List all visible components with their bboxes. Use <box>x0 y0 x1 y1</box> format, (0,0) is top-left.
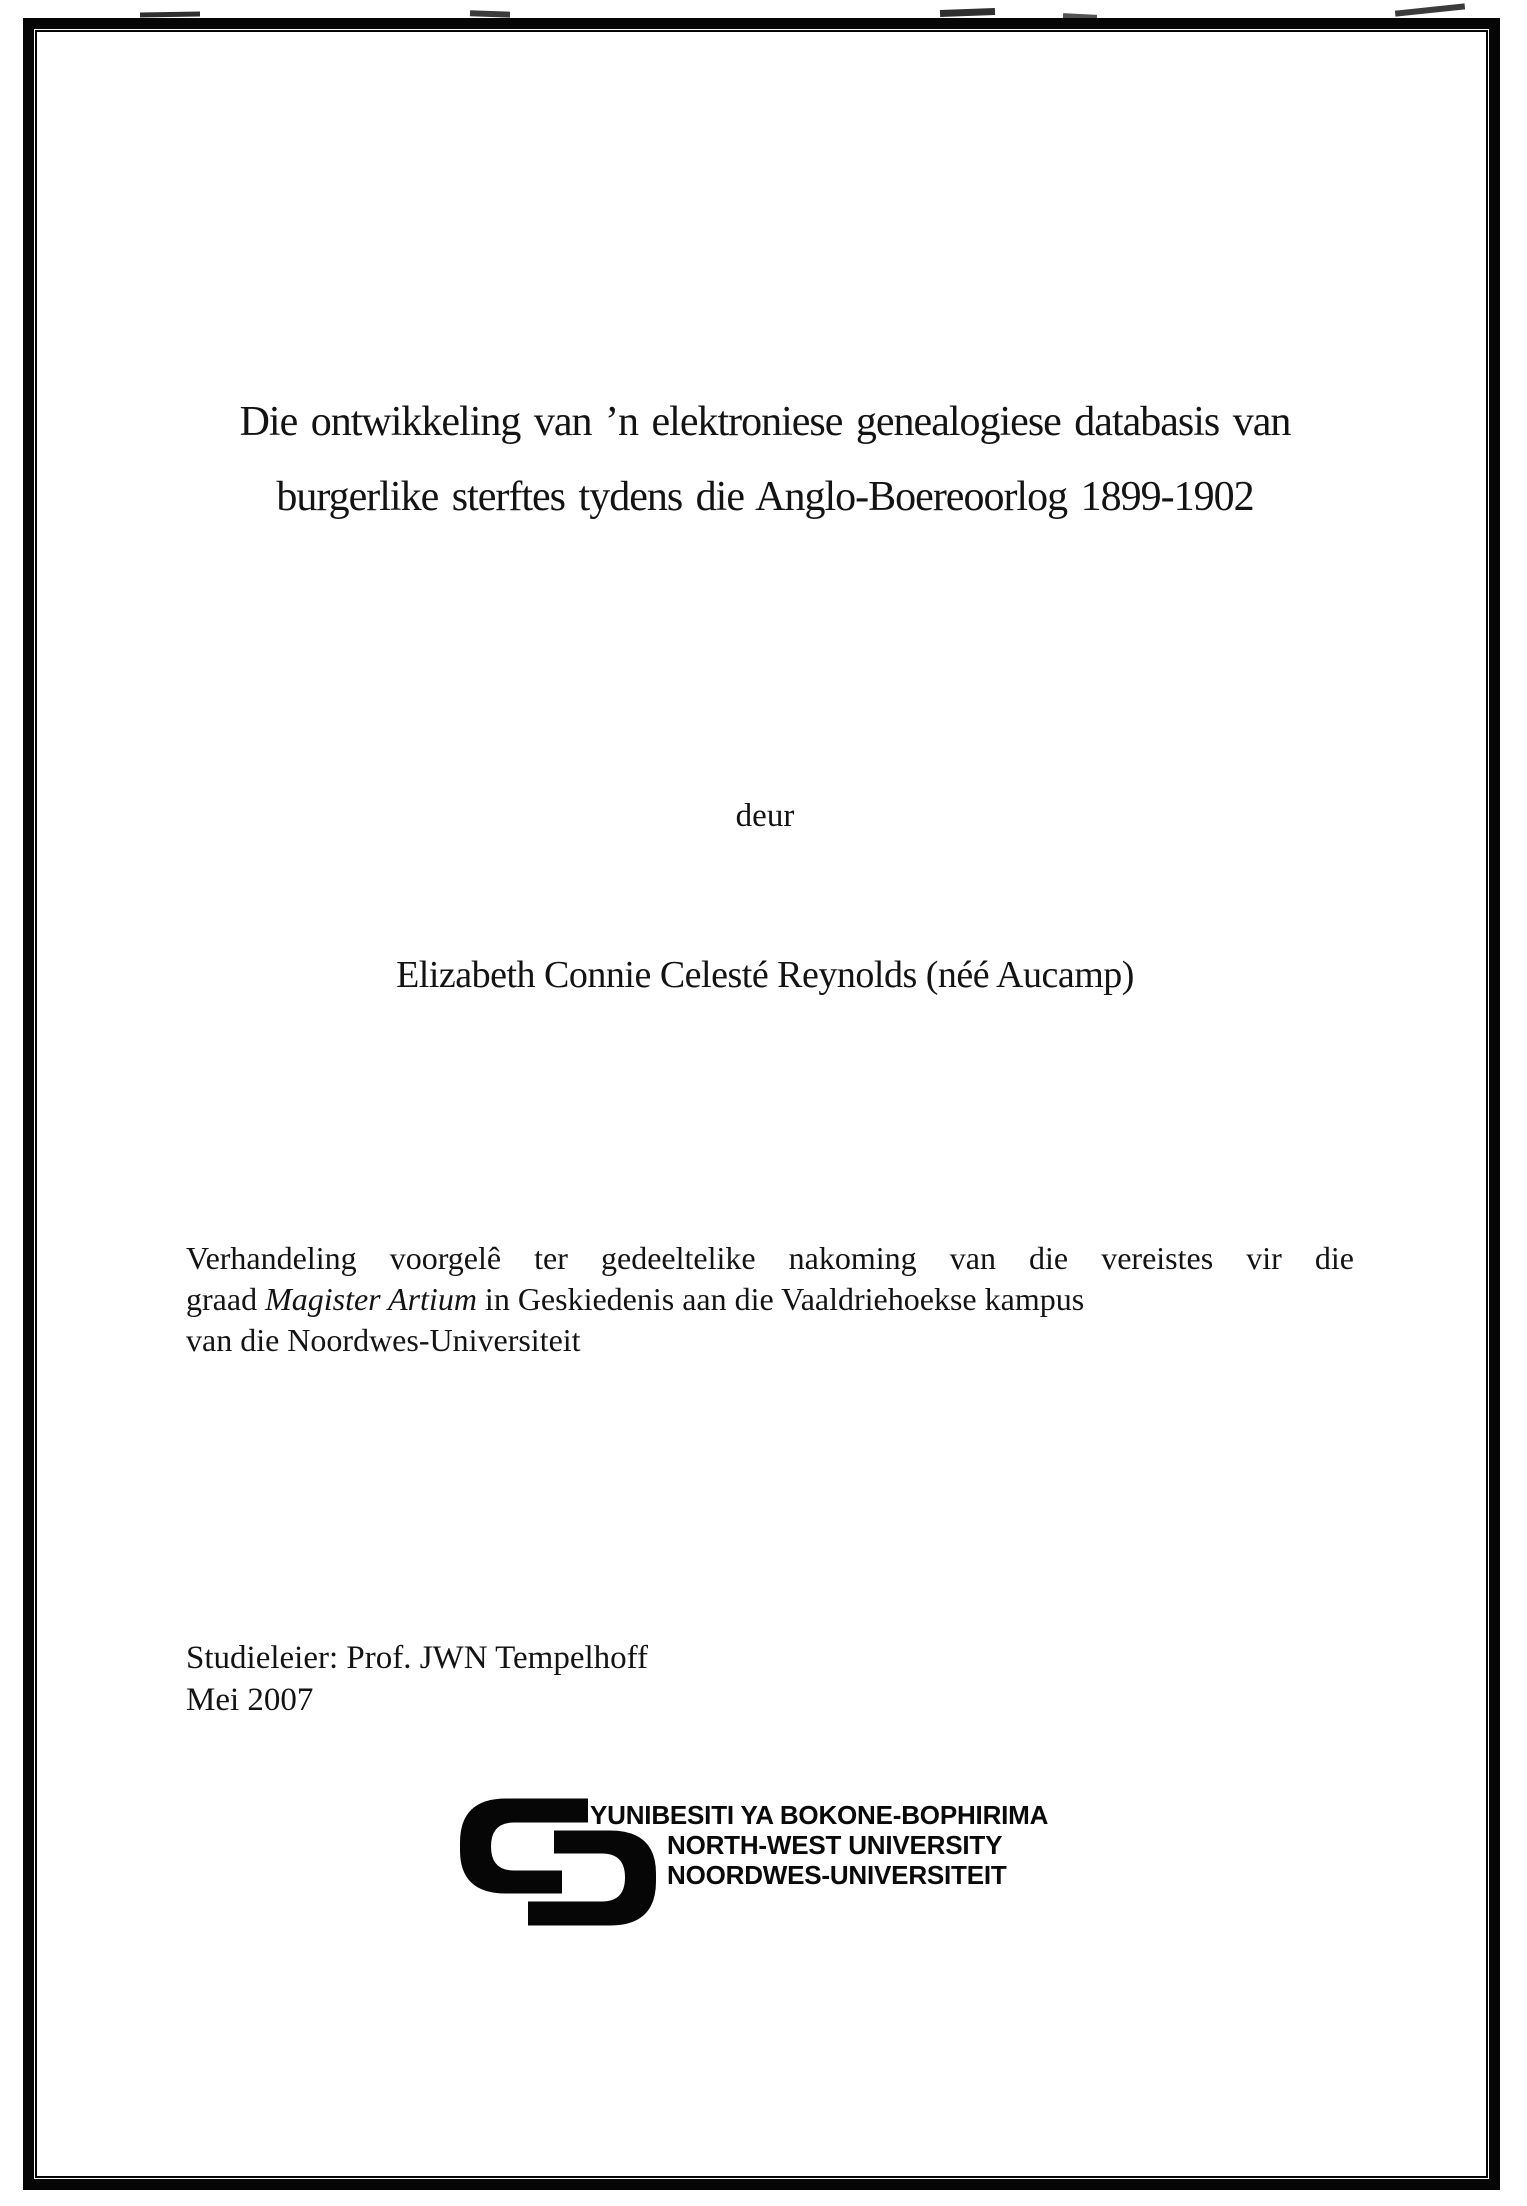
supervisor-line: Studieleier: Prof. JWN Tempelhoff <box>186 1640 649 1676</box>
date-line: Mei 2007 <box>186 1682 314 1718</box>
logo-name-english: NORTH-WEST UNIVERSITY <box>667 1830 1003 1860</box>
thesis-title-line-2: burgerlike sterftes tydens die Anglo-Boereoorlog 1899-1902 <box>276 474 1254 520</box>
degree-statement-line-2-prefix: graad <box>186 1281 266 1317</box>
degree-statement-line-2 <box>186 1279 1354 1320</box>
degree-statement-line-3: van die Noordwes-Universiteit <box>186 1322 581 1358</box>
scan-artifact <box>470 10 510 17</box>
degree-statement <box>186 1238 1354 1361</box>
logo-name-setswana: YUNIBESITI YA BOKONE-BOPHIRIMA <box>590 1800 1049 1830</box>
scan-artifact <box>1395 3 1465 16</box>
scan-artifact <box>940 8 995 17</box>
author-name: Elizabeth Connie Celesté Reynolds (néé Aucamp) <box>396 954 1134 996</box>
byline-word: deur <box>735 798 795 834</box>
degree-statement-line-1: Verhandeling voorgelê ter gedeeltelike nakoming van die vereistes vir die <box>186 1240 1354 1276</box>
degree-name-italic: Magister Artium <box>265 1281 477 1317</box>
scan-artifact <box>140 11 200 17</box>
thesis-title-line-1: Die ontwikkeling van ’n elektroniese genealogiese databasis van <box>239 399 1291 445</box>
thesis-title <box>160 385 1370 535</box>
supervisor-block <box>186 1637 648 1721</box>
degree-statement-line-2-suffix: in Geskiedenis aan die Vaaldriehoekse kampus <box>476 1281 1085 1317</box>
logo-name-afrikaans: NOORDWES-UNIVERSITEIT <box>667 1860 1007 1890</box>
university-logo-text <box>590 1800 1048 1890</box>
